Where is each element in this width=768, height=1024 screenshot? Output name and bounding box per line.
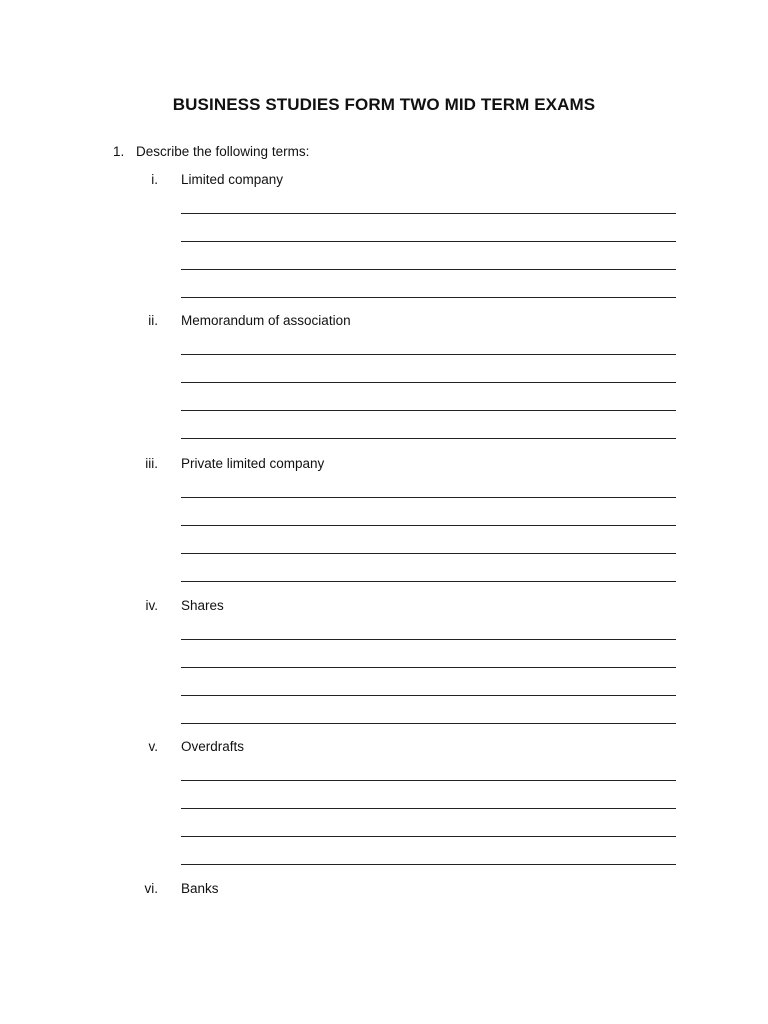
question-number: 1. [113, 144, 125, 159]
item-term: Private limited company [181, 456, 325, 471]
item-numeral: i. [151, 172, 158, 187]
answer-line[interactable] [181, 639, 676, 640]
item-term: Banks [181, 881, 219, 896]
answer-line[interactable] [181, 695, 676, 696]
answer-line[interactable] [181, 808, 676, 809]
question-text: Describe the following terms: [136, 144, 310, 159]
answer-line[interactable] [181, 382, 676, 383]
answer-line[interactable] [181, 269, 676, 270]
item-numeral: ii. [148, 313, 158, 328]
answer-line[interactable] [181, 213, 676, 214]
answer-line[interactable] [181, 836, 676, 837]
answer-line[interactable] [181, 780, 676, 781]
answer-line[interactable] [181, 667, 676, 668]
answer-line[interactable] [181, 581, 676, 582]
answer-line[interactable] [181, 497, 676, 498]
item-term: Overdrafts [181, 739, 245, 754]
page-title: BUSINESS STUDIES FORM TWO MID TERM EXAMS [172, 95, 596, 114]
answer-line[interactable] [181, 438, 676, 439]
answer-line[interactable] [181, 410, 676, 411]
item-numeral: iv. [145, 598, 158, 613]
item-term: Limited company [181, 172, 284, 187]
answer-line[interactable] [181, 723, 676, 724]
item-term: Memorandum of association [181, 313, 351, 328]
answer-line[interactable] [181, 553, 676, 554]
answer-line[interactable] [181, 241, 676, 242]
answer-line[interactable] [181, 297, 676, 298]
answer-line[interactable] [181, 525, 676, 526]
item-numeral: v. [148, 739, 158, 754]
item-numeral: vi. [144, 881, 158, 896]
answer-line[interactable] [181, 864, 676, 865]
answer-line[interactable] [181, 354, 676, 355]
item-numeral: iii. [145, 456, 158, 471]
item-term: Shares [181, 598, 224, 613]
